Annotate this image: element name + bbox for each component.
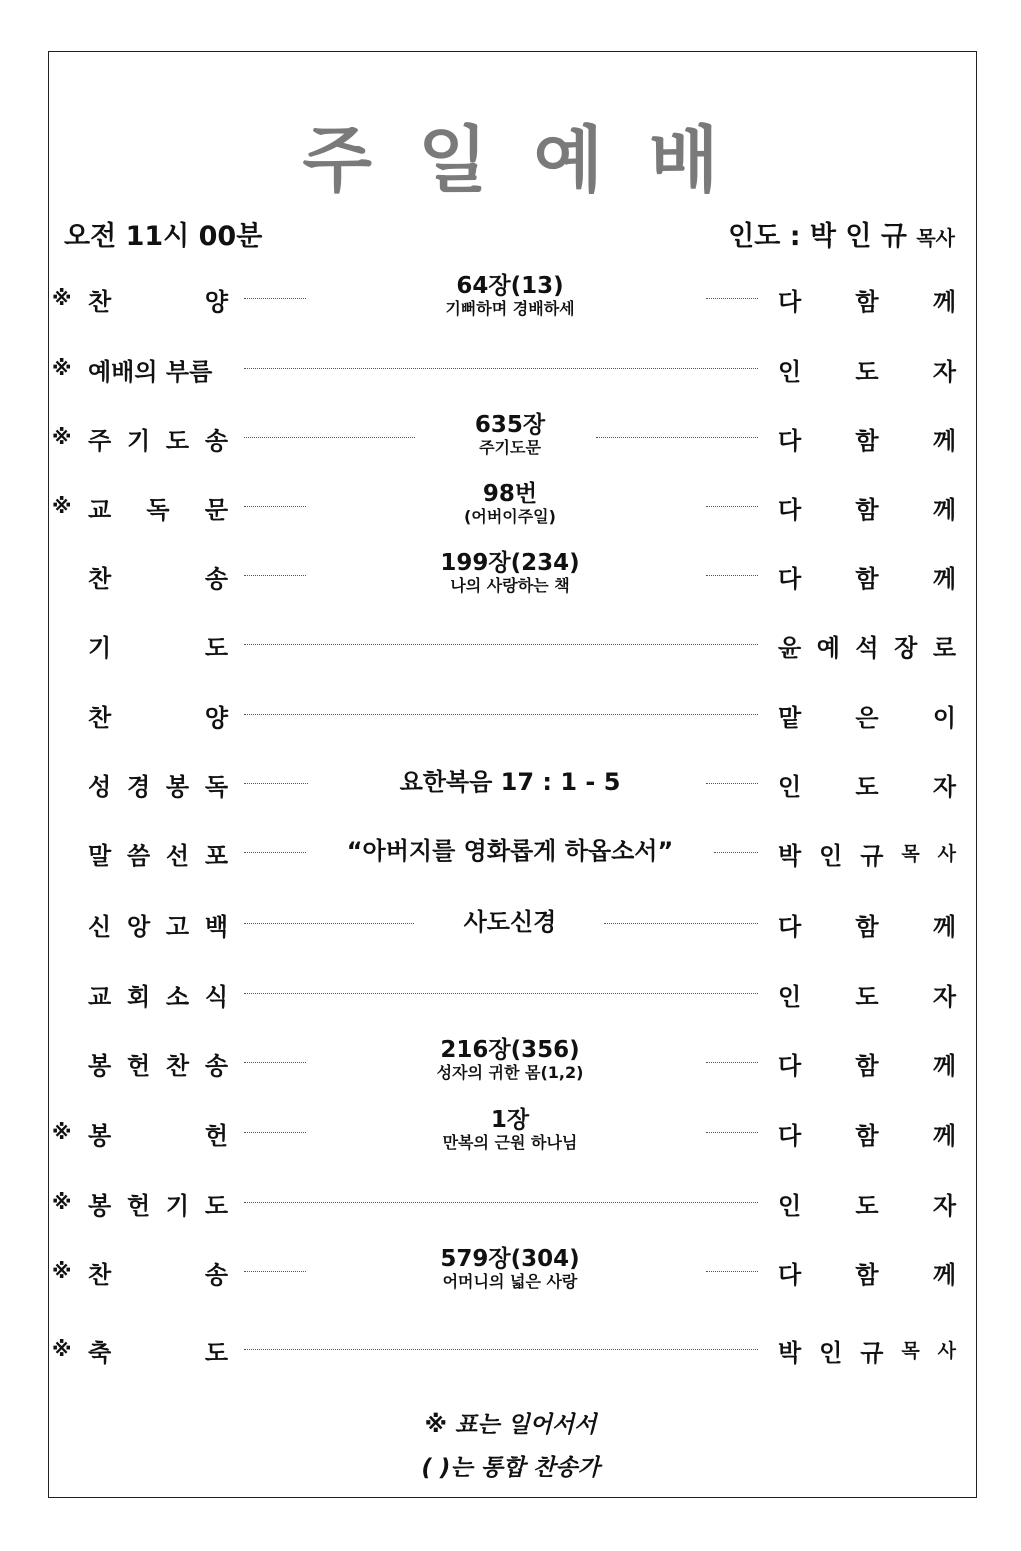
responsible-person	[778, 1333, 956, 1367]
person-char: 인	[819, 842, 843, 870]
order-item	[0, 969, 1021, 1019]
item-label-char: 경	[126, 773, 151, 801]
dotted-leader	[244, 993, 758, 994]
item-text: 사도신경	[463, 908, 557, 936]
person-char: 함	[855, 565, 879, 593]
person-char: 자	[932, 773, 956, 801]
standing-mark: ※	[52, 1337, 72, 1361]
person-char: 로	[932, 634, 956, 662]
hymn-number: 64장(13)	[456, 273, 564, 299]
hymn-title: (어버이주일)	[464, 507, 556, 526]
dotted-leader	[244, 575, 306, 576]
order-item	[0, 1325, 1021, 1375]
item-label-char: 기	[88, 634, 112, 662]
person-char: 사	[937, 1340, 956, 1362]
person-char: 인	[778, 983, 802, 1011]
item-label-char: 양	[204, 288, 228, 316]
dotted-leader	[706, 506, 758, 507]
responsible-person	[778, 490, 956, 524]
item-label-char: 송	[204, 1261, 228, 1289]
standing-mark: ※	[52, 356, 72, 380]
item-label-char: 축	[88, 1339, 112, 1367]
order-item	[0, 482, 1021, 532]
dotted-leader	[714, 852, 758, 853]
person-char: 규	[860, 1339, 884, 1367]
hymn-title: 성자의 귀한 몸(1,2)	[436, 1063, 584, 1082]
person-char: 자	[932, 1192, 956, 1220]
hymn-number: 98번	[482, 481, 538, 507]
person-char: 박	[778, 842, 802, 870]
person-char: 장	[894, 634, 918, 662]
responsible-person	[778, 421, 956, 455]
dotted-leader	[706, 575, 758, 576]
person-char: 께	[932, 565, 956, 593]
item-label-char: 기	[165, 1192, 190, 1220]
responsible-person	[778, 559, 956, 593]
footnote-standing: ※ 표는 일어서서	[424, 1412, 597, 1438]
item-content	[310, 1037, 710, 1083]
responsible-person	[778, 767, 956, 801]
order-item	[0, 828, 1021, 878]
order-item	[0, 274, 1021, 324]
item-label-char: 소	[165, 983, 190, 1011]
dotted-leader	[244, 298, 306, 299]
responsible-person	[778, 907, 956, 941]
standing-mark: ※	[52, 1259, 72, 1283]
item-content	[310, 550, 710, 596]
item-label-char: 찬	[165, 1052, 190, 1080]
item-label-char: 기	[126, 427, 151, 455]
person-char: 다	[778, 1122, 802, 1150]
dotted-leader	[244, 714, 758, 715]
person-char: 함	[855, 427, 879, 455]
person-char: 다	[778, 427, 802, 455]
item-label	[88, 559, 228, 593]
item-label-char: 찬	[88, 1261, 112, 1289]
item-label-char: 독	[146, 496, 170, 524]
item-content	[310, 481, 710, 527]
responsible-person	[778, 836, 956, 870]
item-label	[88, 352, 228, 386]
dotted-leader	[244, 1062, 306, 1063]
item-content	[310, 1246, 710, 1292]
item-label	[88, 1046, 228, 1080]
responsible-person	[778, 1116, 956, 1150]
item-label-char: 앙	[126, 913, 151, 941]
person-char: 규	[860, 842, 884, 870]
item-label-char: 교	[88, 983, 112, 1011]
person-char: 예	[816, 634, 840, 662]
item-label-char: 교	[88, 496, 112, 524]
standing-mark: ※	[52, 286, 72, 310]
item-label-char: 찬	[88, 288, 112, 316]
person-char: 자	[932, 358, 956, 386]
item-label-char: 송	[204, 1052, 228, 1080]
item-text: 요한복음 17 : 1 - 5	[399, 768, 621, 796]
person-char: 도	[855, 1192, 879, 1220]
item-label-char: 선	[165, 842, 190, 870]
footnote-hymnal: ( )는 통합 찬송가	[421, 1455, 600, 1481]
item-label-char: 도	[204, 1339, 228, 1367]
item-label-char: 도	[204, 634, 228, 662]
item-label-char: 식	[204, 983, 228, 1011]
person-char: 께	[932, 913, 956, 941]
person-char: 목	[901, 1340, 920, 1362]
item-label	[88, 767, 228, 801]
person-char: 함	[855, 1052, 879, 1080]
person-char: 석	[855, 634, 879, 662]
item-label-char: 찬	[88, 704, 112, 732]
hymn-number: 635장	[474, 412, 546, 438]
item-text: “아버지를 영화롭게 하옵소서”	[346, 837, 674, 865]
responsible-person	[778, 352, 956, 386]
item-label-char: 송	[204, 427, 228, 455]
order-item	[0, 551, 1021, 601]
item-label-char: 봉	[88, 1052, 112, 1080]
person-char: 께	[932, 1052, 956, 1080]
item-label-char: 송	[204, 565, 228, 593]
item-label-char: 주	[88, 427, 112, 455]
person-char: 께	[932, 1122, 956, 1150]
person-char: 인	[778, 1192, 802, 1220]
item-label-char: 헌	[126, 1192, 151, 1220]
dotted-leader	[244, 783, 308, 784]
person-char: 함	[855, 496, 879, 524]
item-label	[88, 628, 228, 662]
dotted-leader	[706, 1132, 758, 1133]
dotted-leader	[706, 1271, 758, 1272]
standing-mark: ※	[52, 1190, 72, 1214]
person-char: 다	[778, 288, 802, 316]
responsible-person	[778, 628, 956, 662]
item-content	[310, 412, 710, 458]
item-label-char: 찬	[88, 565, 112, 593]
standing-mark: ※	[52, 425, 72, 449]
person-char: 다	[778, 565, 802, 593]
item-label-char: 신	[88, 913, 112, 941]
leader-name: 인도 : 박 인 규	[728, 221, 907, 252]
dotted-leader	[706, 783, 758, 784]
person-char: 이	[932, 704, 956, 732]
person-char: 도	[855, 983, 879, 1011]
item-label-char: 말	[88, 842, 112, 870]
item-label-char: 도	[204, 1192, 228, 1220]
person-char: 께	[932, 288, 956, 316]
responsible-person	[778, 282, 956, 316]
dotted-leader	[706, 298, 758, 299]
dotted-leader	[244, 1271, 306, 1272]
item-label-char: 회	[126, 983, 151, 1011]
item-label	[88, 836, 228, 870]
dotted-leader	[244, 1132, 306, 1133]
dotted-leader	[244, 852, 306, 853]
person-char: 사	[937, 843, 956, 865]
order-item	[0, 620, 1021, 670]
item-label	[88, 1116, 228, 1150]
person-char: 다	[778, 1052, 802, 1080]
person-char: 께	[932, 1261, 956, 1289]
item-label-char: 씀	[126, 842, 151, 870]
item-label	[88, 490, 228, 524]
order-item	[0, 899, 1021, 949]
page-title: 주일예배	[302, 118, 765, 202]
person-char: 도	[855, 773, 879, 801]
hymn-number: 1장	[490, 1107, 530, 1133]
item-label	[88, 977, 228, 1011]
item-label	[88, 1186, 228, 1220]
person-char: 목	[901, 843, 920, 865]
responsible-person	[778, 977, 956, 1011]
person-char: 께	[932, 427, 956, 455]
person-char: 자	[932, 983, 956, 1011]
hymn-title: 주기도문	[479, 438, 541, 457]
person-char: 박	[778, 1339, 802, 1367]
item-label-char: 봉	[88, 1122, 112, 1150]
item-label-char: 포	[204, 842, 228, 870]
service-leader	[728, 214, 955, 253]
person-char: 다	[778, 1261, 802, 1289]
person-char: 인	[819, 1339, 843, 1367]
dotted-leader	[244, 1202, 758, 1203]
item-label-char: 문	[204, 496, 228, 524]
item-label-char: 도	[165, 427, 190, 455]
item-label-char: 봉	[88, 1192, 112, 1220]
person-char: 께	[932, 496, 956, 524]
person-char: 함	[855, 913, 879, 941]
person-char: 인	[778, 358, 802, 386]
item-label-char: 성	[88, 773, 112, 801]
item-content	[310, 273, 710, 319]
order-item	[0, 344, 1021, 394]
person-char: 도	[855, 358, 879, 386]
item-label	[88, 698, 228, 732]
person-char: 다	[778, 496, 802, 524]
item-label-char: 봉	[165, 773, 190, 801]
person-char: 윤	[778, 634, 802, 662]
item-label	[88, 907, 228, 941]
person-char: 은	[855, 704, 879, 732]
person-char: 다	[778, 913, 802, 941]
dotted-leader	[706, 1062, 758, 1063]
hymn-title: 어머니의 넓은 사랑	[442, 1272, 578, 1291]
order-item	[0, 1038, 1021, 1088]
item-label-char: 예배의 부름	[88, 358, 213, 386]
responsible-person	[778, 698, 956, 732]
leader-role: 목사	[916, 226, 955, 250]
hymn-number: 579장(304)	[440, 1246, 580, 1272]
standing-mark: ※	[52, 1120, 72, 1144]
item-label-char: 독	[204, 773, 228, 801]
item-label-char: 양	[204, 704, 228, 732]
person-char: 함	[855, 1122, 879, 1150]
responsible-person	[778, 1046, 956, 1080]
item-label-char: 고	[165, 913, 190, 941]
order-item	[0, 1108, 1021, 1158]
hymn-title: 만복의 근원 하나님	[442, 1133, 578, 1152]
item-label-char: 헌	[126, 1052, 151, 1080]
dotted-leader	[244, 644, 758, 645]
hymn-number: 216장(356)	[440, 1037, 580, 1063]
person-char: 인	[778, 773, 802, 801]
item-content	[310, 1107, 710, 1153]
person-char: 함	[855, 288, 879, 316]
item-label	[88, 1255, 228, 1289]
order-item	[0, 1178, 1021, 1228]
item-label-char: 헌	[204, 1122, 228, 1150]
hymn-title: 기뻐하며 경배하세	[445, 299, 575, 318]
order-item	[0, 1247, 1021, 1297]
dotted-leader	[244, 368, 758, 369]
dotted-leader	[244, 506, 306, 507]
item-label	[88, 1333, 228, 1367]
item-label	[88, 282, 228, 316]
person-char: 맡	[778, 704, 802, 732]
responsible-person	[778, 1255, 956, 1289]
responsible-person	[778, 1186, 956, 1220]
dotted-leader	[244, 1349, 758, 1350]
standing-mark: ※	[52, 494, 72, 518]
hymn-title: 나의 사랑하는 책	[450, 576, 570, 595]
person-char: 함	[855, 1261, 879, 1289]
order-item	[0, 413, 1021, 463]
order-item	[0, 690, 1021, 740]
item-label-char: 백	[204, 913, 228, 941]
item-label	[88, 421, 228, 455]
service-time: 오전 11시 00분	[64, 221, 263, 252]
order-item	[0, 759, 1021, 809]
hymn-number: 199장(234)	[440, 550, 580, 576]
